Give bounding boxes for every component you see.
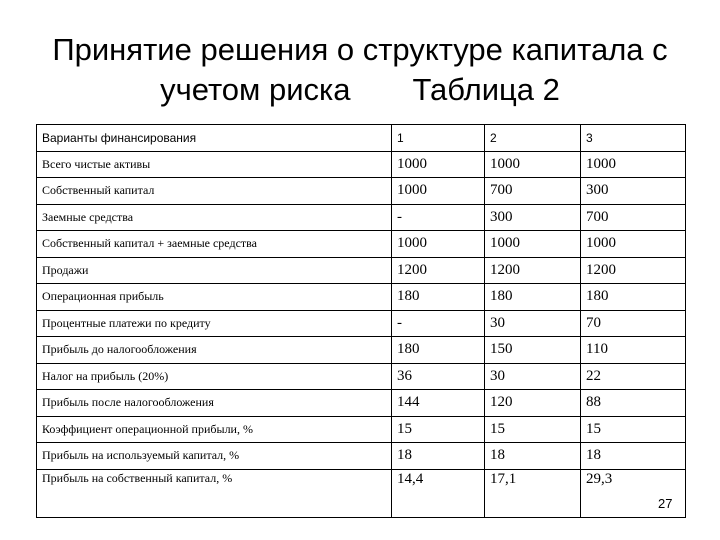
row-label: Собственный капитал: [37, 178, 392, 205]
cell-variant-1: 36: [392, 363, 485, 390]
row-label: Операционная прибыль: [37, 284, 392, 311]
row-label: Всего чистые активы: [37, 151, 392, 178]
header-cell-variant-2: 2: [485, 125, 581, 152]
table-row: [37, 151, 686, 178]
cell-variant-2: 700: [485, 178, 581, 205]
cell-variant-2: 1200: [485, 257, 581, 284]
cell-variant-1: 1000: [392, 231, 485, 258]
header-cell-options: Варианты финансирования: [37, 125, 392, 152]
cell-variant-3: 110: [581, 337, 686, 364]
cell-variant-2: 15: [485, 416, 581, 443]
cell-variant-1: 144: [392, 390, 485, 417]
table-row: [37, 310, 686, 337]
cell-variant-3: 1000: [581, 151, 686, 178]
cell-variant-2: 30: [485, 363, 581, 390]
cell-variant-2: 17,1: [485, 469, 581, 517]
table-header-row: [37, 125, 686, 152]
cell-variant-1: 18: [392, 443, 485, 470]
header-cell-variant-3: 3: [581, 125, 686, 152]
table-row: [37, 363, 686, 390]
cell-variant-3: 15: [581, 416, 686, 443]
table-row: [37, 416, 686, 443]
table-row: [37, 204, 686, 231]
cell-variant-3: 22: [581, 363, 686, 390]
table-row: [37, 443, 686, 470]
row-label: Прибыль после налогообложения: [37, 390, 392, 417]
cell-variant-1: 1000: [392, 151, 485, 178]
cell-variant-2: 1000: [485, 151, 581, 178]
table-row: [37, 284, 686, 311]
cell-variant-2: 300: [485, 204, 581, 231]
cell-variant-2: 120: [485, 390, 581, 417]
cell-variant-1: 180: [392, 284, 485, 311]
row-label: Собственный капитал + заемные средства: [37, 231, 392, 258]
row-label: Налог на прибыль (20%): [37, 363, 392, 390]
title-line-1: Принятие решения о структуре капитала с: [52, 32, 668, 67]
cell-variant-3: 18: [581, 443, 686, 470]
cell-variant-2: 180: [485, 284, 581, 311]
slide-title: [0, 30, 720, 110]
row-label: Заемные средства: [37, 204, 392, 231]
title-topic: учетом риска: [160, 72, 351, 107]
table-row: [37, 469, 686, 517]
row-label: Прибыль на используемый капитал, %: [37, 443, 392, 470]
cell-variant-1: -: [392, 310, 485, 337]
table-caption: Таблица 2: [412, 72, 560, 107]
cell-variant-2: 150: [485, 337, 581, 364]
cell-variant-1: -: [392, 204, 485, 231]
cell-variant-1: 1200: [392, 257, 485, 284]
row-label: Коэффициент операционной прибыли, %: [37, 416, 392, 443]
cell-variant-3: 88: [581, 390, 686, 417]
table-row: [37, 257, 686, 284]
cell-variant-1: 14,4: [392, 469, 485, 517]
cell-variant-1: 1000: [392, 178, 485, 205]
table-row: [37, 337, 686, 364]
row-label: Продажи: [37, 257, 392, 284]
cell-variant-3: 70: [581, 310, 686, 337]
cell-variant-1: 180: [392, 337, 485, 364]
cell-variant-1: 15: [392, 416, 485, 443]
cell-variant-3: 1000: [581, 231, 686, 258]
cell-variant-3: 1200: [581, 257, 686, 284]
row-label: Прибыль до налогообложения: [37, 337, 392, 364]
page-number: 27: [658, 496, 673, 511]
cell-variant-3: 29,3: [581, 469, 686, 517]
cell-variant-2: 30: [485, 310, 581, 337]
table-row: [37, 178, 686, 205]
row-label: Процентные платежи по кредиту: [37, 310, 392, 337]
header-cell-variant-1: 1: [392, 125, 485, 152]
financing-table: [36, 124, 686, 518]
table-row: [37, 390, 686, 417]
cell-variant-2: 1000: [485, 231, 581, 258]
cell-variant-3: 300: [581, 178, 686, 205]
cell-variant-3: 700: [581, 204, 686, 231]
row-label: Прибыль на собственный капитал, %: [37, 469, 392, 517]
cell-variant-2: 18: [485, 443, 581, 470]
title-line-2: [0, 70, 720, 110]
cell-variant-3: 180: [581, 284, 686, 311]
table-row: [37, 231, 686, 258]
